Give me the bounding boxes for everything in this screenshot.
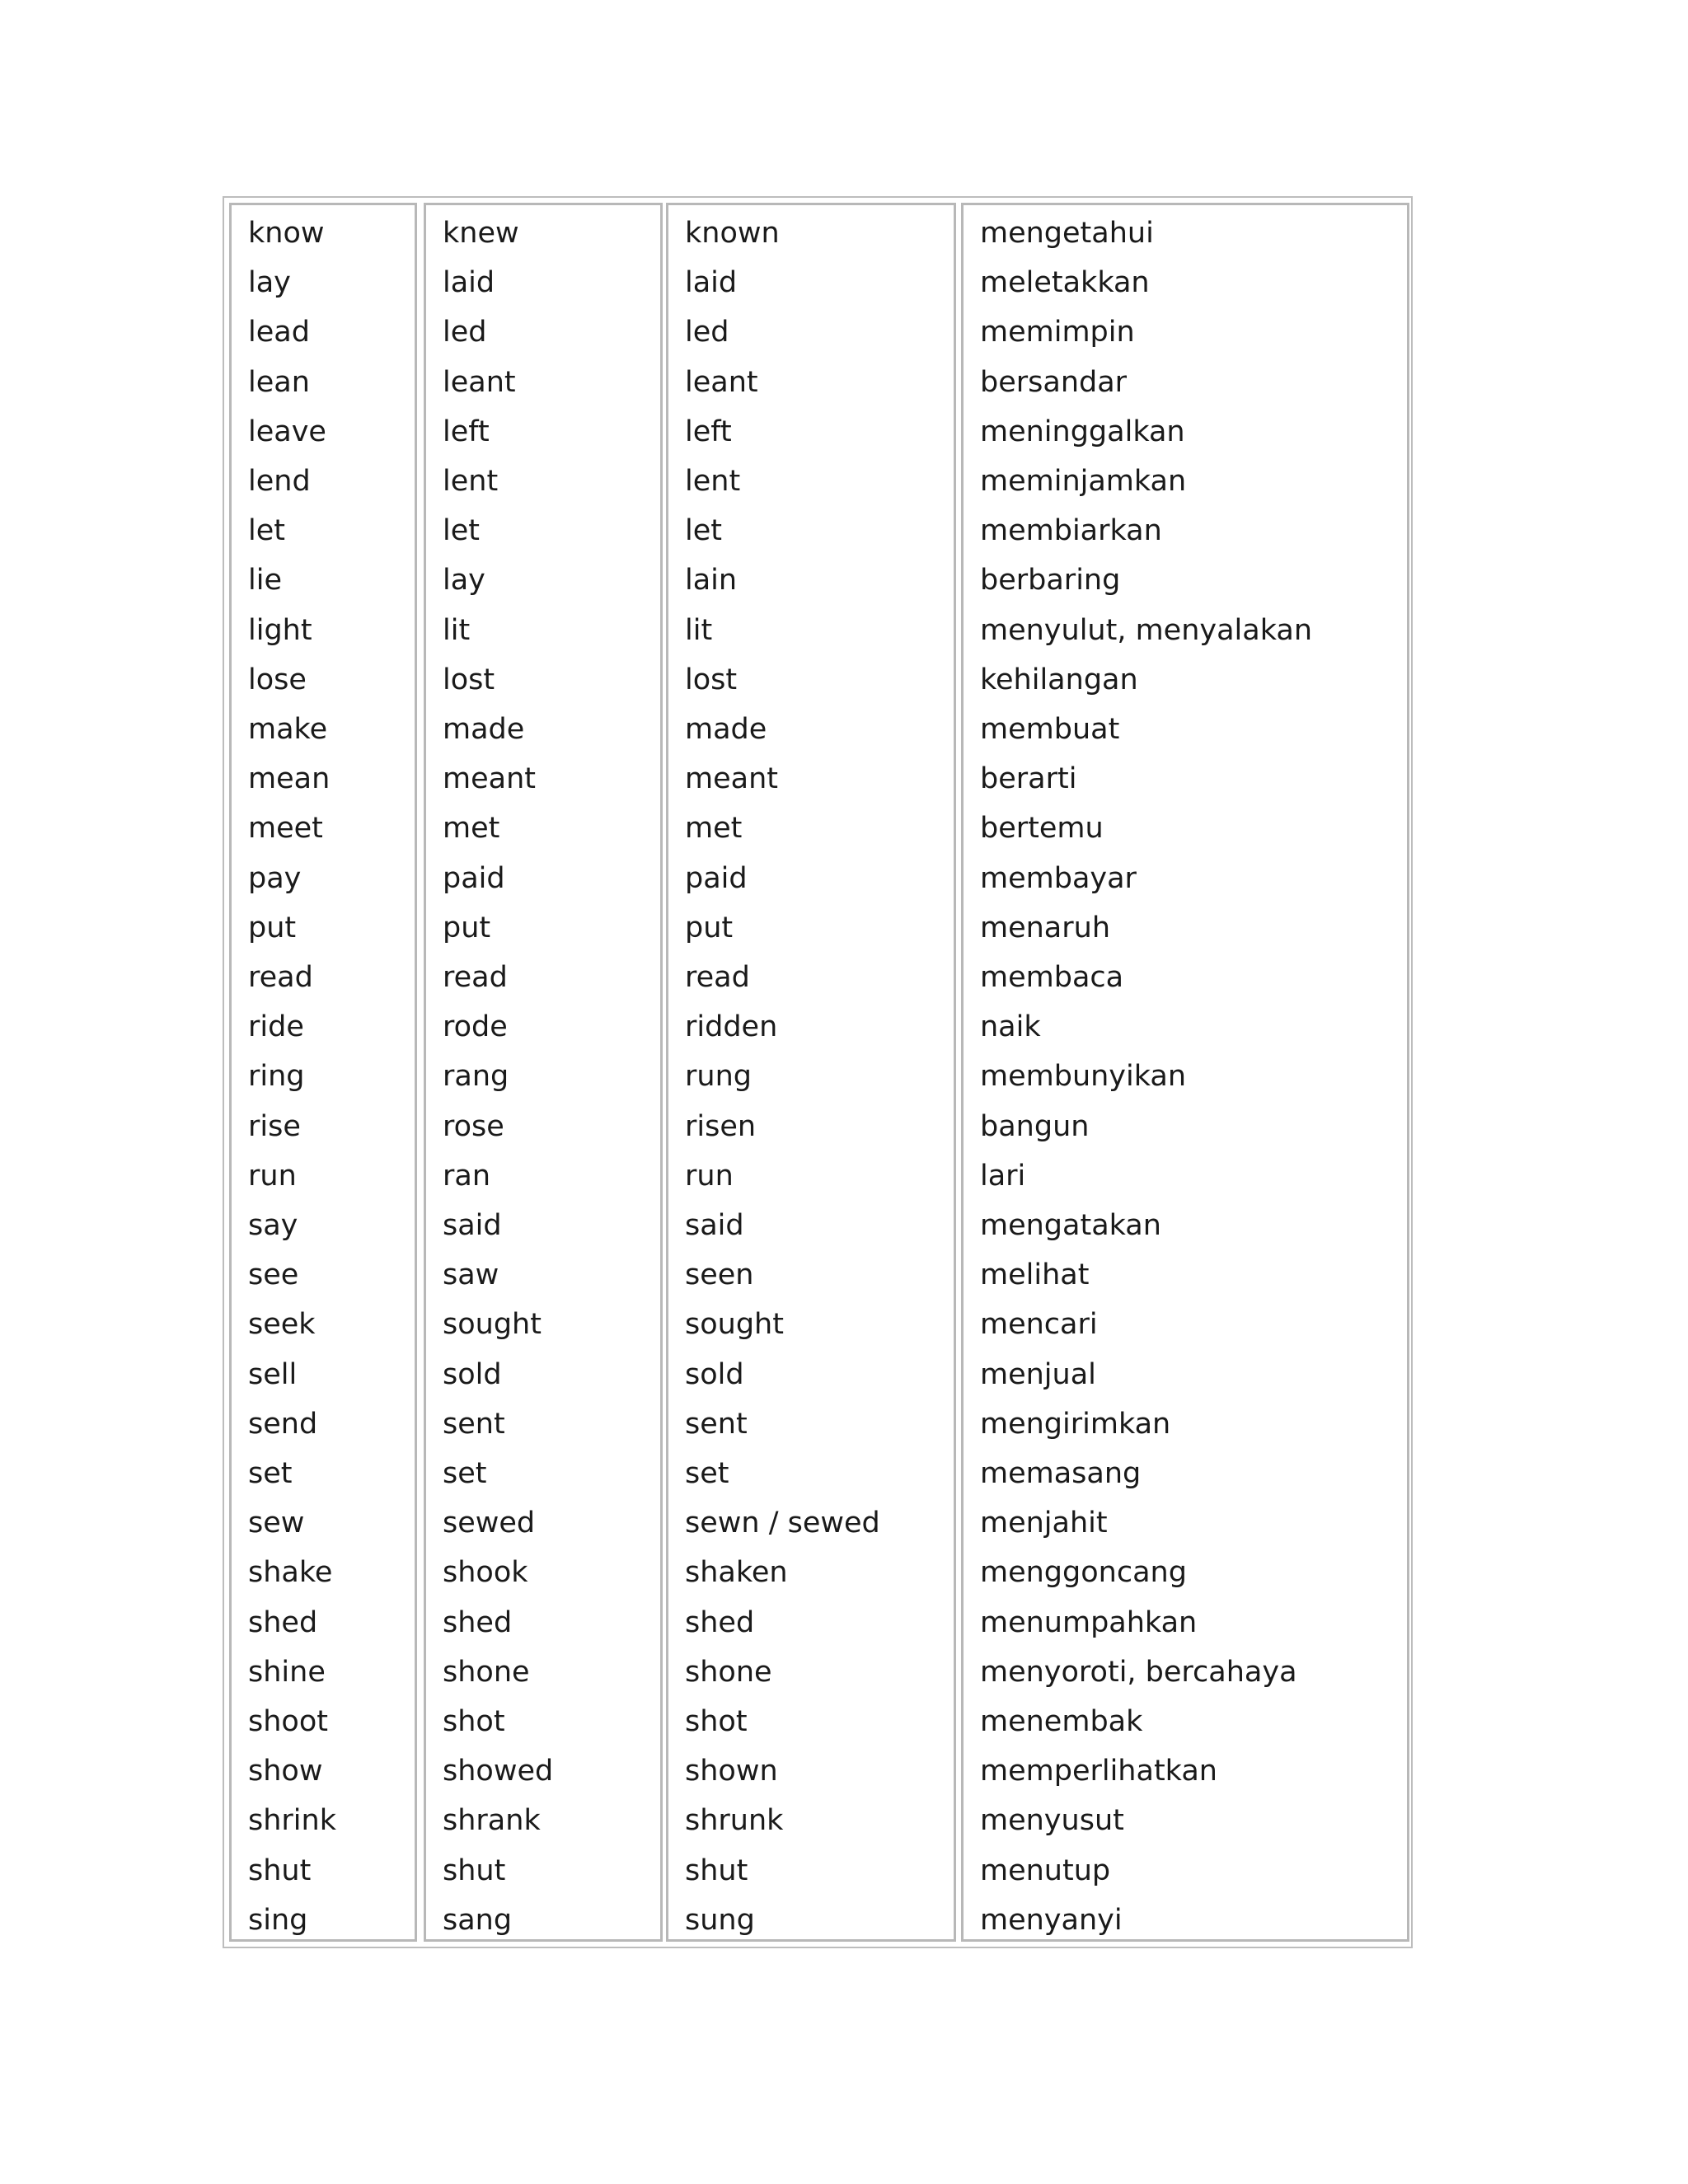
base-form-cell: lie: [248, 564, 282, 598]
past-participle-cell: lain: [685, 564, 738, 598]
meaning-cell: memperlihatkan: [980, 1755, 1217, 1788]
meaning-cell: membiarkan: [980, 514, 1162, 548]
meaning-cell: menyusut: [980, 1804, 1124, 1838]
past-participle-cell: laid: [685, 266, 738, 300]
base-form-cell: send: [248, 1407, 318, 1441]
meaning-cell: berarti: [980, 762, 1077, 796]
base-form-cell: mean: [248, 762, 331, 796]
meaning-cell: mengirimkan: [980, 1407, 1171, 1441]
past-tense-cell: left: [443, 415, 490, 448]
base-form-cell: leave: [248, 415, 326, 448]
past-tense-cell: sent: [443, 1407, 505, 1441]
meaning-cell: membunyikan: [980, 1060, 1187, 1094]
past-tense-cell: showed: [443, 1755, 554, 1788]
past-participle-cell: met: [685, 812, 743, 846]
past-tense-cell: lent: [443, 465, 499, 498]
past-participle-cell: let: [685, 514, 722, 548]
past-participle-cell: shone: [685, 1655, 772, 1689]
base-form-cell: read: [248, 961, 313, 994]
base-form-cell: ring: [248, 1060, 305, 1094]
base-form-cell: lend: [248, 465, 311, 498]
past-participle-cell: sold: [685, 1357, 744, 1391]
past-participle-cell: shaken: [685, 1556, 788, 1590]
past-participle-cell: led: [685, 316, 729, 349]
meaning-cell: menutup: [980, 1854, 1111, 1887]
base-form-cell: shed: [248, 1605, 318, 1639]
past-tense-cell: shrank: [443, 1804, 541, 1838]
past-tense-cell: put: [443, 911, 491, 944]
past-tense-cell: let: [443, 514, 480, 548]
past-participle-cell: sewn / sewed: [685, 1507, 880, 1540]
past-participle-cell: sent: [685, 1407, 748, 1441]
meaning-cell: menyoroti, bercahaya: [980, 1655, 1297, 1689]
base-form-cell: put: [248, 911, 297, 944]
base-form-cell: lay: [248, 266, 291, 300]
meaning-cell: meletakkan: [980, 266, 1150, 300]
base-form-cell: sing: [248, 1903, 308, 1937]
past-participle-cell: meant: [685, 762, 778, 796]
past-participle-cell: ridden: [685, 1010, 778, 1044]
base-form-cell: let: [248, 514, 285, 548]
past-participle-cell: shrunk: [685, 1804, 784, 1838]
meaning-cell: naik: [980, 1010, 1041, 1044]
base-form-cell: sew: [248, 1507, 305, 1540]
base-form-cell: rise: [248, 1109, 301, 1143]
base-form-cell: pay: [248, 861, 302, 895]
past-participle-cell: lit: [685, 613, 713, 647]
past-tense-cell: rose: [443, 1109, 504, 1143]
meaning-cell: menyanyi: [980, 1903, 1123, 1937]
past-tense-cell: made: [443, 713, 525, 746]
base-form-cell: lose: [248, 663, 307, 696]
meaning-cell: meminjamkan: [980, 465, 1187, 498]
meaning-cell: menggoncang: [980, 1556, 1187, 1590]
meaning-cell: menumpahkan: [980, 1605, 1198, 1639]
base-form-column: [229, 203, 417, 1942]
past-participle-cell: shut: [685, 1854, 748, 1887]
meaning-cell: bersandar: [980, 365, 1128, 399]
meaning-cell: menyulut, menyalakan: [980, 613, 1313, 647]
meaning-cell: membuat: [980, 713, 1120, 746]
base-form-cell: make: [248, 713, 328, 746]
past-tense-cell: led: [443, 316, 487, 349]
past-participle-cell: lent: [685, 465, 741, 498]
base-form-cell: shoot: [248, 1705, 328, 1738]
base-form-cell: shrink: [248, 1804, 336, 1838]
meaning-cell: lari: [980, 1159, 1026, 1193]
past-participle-column: [666, 203, 956, 1942]
past-tense-cell: lost: [443, 663, 495, 696]
meaning-cell: menjual: [980, 1357, 1096, 1391]
base-form-cell: say: [248, 1209, 298, 1242]
past-participle-cell: seen: [685, 1258, 754, 1292]
meaning-cell: berbaring: [980, 564, 1121, 598]
meaning-cell: memasang: [980, 1457, 1142, 1490]
past-participle-cell: shown: [685, 1755, 778, 1788]
meaning-cell: menjahit: [980, 1507, 1108, 1540]
base-form-cell: shut: [248, 1854, 312, 1887]
past-tense-column: [424, 203, 663, 1942]
past-tense-cell: sought: [443, 1308, 542, 1342]
past-tense-cell: sang: [443, 1903, 513, 1937]
past-tense-cell: lit: [443, 613, 471, 647]
past-tense-cell: ran: [443, 1159, 491, 1193]
meaning-cell: membaca: [980, 961, 1124, 994]
meaning-cell: menembak: [980, 1705, 1143, 1738]
meaning-column: [961, 203, 1409, 1942]
base-form-cell: see: [248, 1258, 299, 1292]
past-tense-cell: said: [443, 1209, 502, 1242]
meaning-cell: menaruh: [980, 911, 1111, 944]
meaning-cell: mengetahui: [980, 217, 1154, 250]
past-participle-cell: shed: [685, 1605, 755, 1639]
past-participle-cell: read: [685, 961, 750, 994]
meaning-cell: membayar: [980, 861, 1137, 895]
past-tense-cell: met: [443, 812, 500, 846]
past-participle-cell: leant: [685, 365, 758, 399]
base-form-cell: show: [248, 1755, 323, 1788]
base-form-cell: shine: [248, 1655, 326, 1689]
base-form-cell: ride: [248, 1010, 304, 1044]
base-form-cell: run: [248, 1159, 297, 1193]
past-participle-cell: made: [685, 713, 767, 746]
past-tense-cell: shone: [443, 1655, 530, 1689]
past-tense-cell: sewed: [443, 1507, 536, 1540]
past-tense-cell: lay: [443, 564, 485, 598]
past-participle-cell: known: [685, 217, 780, 250]
base-form-cell: lead: [248, 316, 310, 349]
past-tense-cell: read: [443, 961, 508, 994]
past-tense-cell: leant: [443, 365, 516, 399]
meaning-cell: kehilangan: [980, 663, 1138, 696]
past-tense-cell: sold: [443, 1357, 502, 1391]
past-participle-cell: lost: [685, 663, 738, 696]
base-form-cell: seek: [248, 1308, 316, 1342]
meaning-cell: bangun: [980, 1109, 1090, 1143]
base-form-cell: know: [248, 217, 325, 250]
meaning-cell: meninggalkan: [980, 415, 1185, 448]
past-participle-cell: paid: [685, 861, 748, 895]
base-form-cell: shake: [248, 1556, 333, 1590]
past-participle-cell: sought: [685, 1308, 784, 1342]
base-form-cell: meet: [248, 812, 323, 846]
meaning-cell: memimpin: [980, 316, 1135, 349]
past-tense-cell: shed: [443, 1605, 513, 1639]
past-participle-cell: left: [685, 415, 732, 448]
past-participle-cell: said: [685, 1209, 744, 1242]
past-tense-cell: shot: [443, 1705, 505, 1738]
meaning-cell: mencari: [980, 1308, 1098, 1342]
past-tense-cell: laid: [443, 266, 495, 300]
past-participle-cell: shot: [685, 1705, 748, 1738]
past-tense-cell: rode: [443, 1010, 508, 1044]
past-tense-cell: meant: [443, 762, 536, 796]
past-tense-cell: shut: [443, 1854, 506, 1887]
past-participle-cell: run: [685, 1159, 734, 1193]
past-participle-cell: risen: [685, 1109, 757, 1143]
past-participle-cell: set: [685, 1457, 729, 1490]
base-form-cell: sell: [248, 1357, 298, 1391]
past-tense-cell: shook: [443, 1556, 528, 1590]
base-form-cell: set: [248, 1457, 293, 1490]
past-tense-cell: rang: [443, 1060, 509, 1094]
past-tense-cell: paid: [443, 861, 505, 895]
meaning-cell: mengatakan: [980, 1209, 1161, 1242]
past-participle-cell: rung: [685, 1060, 752, 1094]
meaning-cell: bertemu: [980, 812, 1104, 846]
past-tense-cell: knew: [443, 217, 519, 250]
base-form-cell: lean: [248, 365, 310, 399]
meaning-cell: melihat: [980, 1258, 1090, 1292]
past-tense-cell: saw: [443, 1258, 499, 1292]
base-form-cell: light: [248, 613, 312, 647]
verb-table: [223, 196, 1413, 1948]
past-participle-cell: put: [685, 911, 734, 944]
past-tense-cell: set: [443, 1457, 487, 1490]
past-participle-cell: sung: [685, 1903, 755, 1937]
